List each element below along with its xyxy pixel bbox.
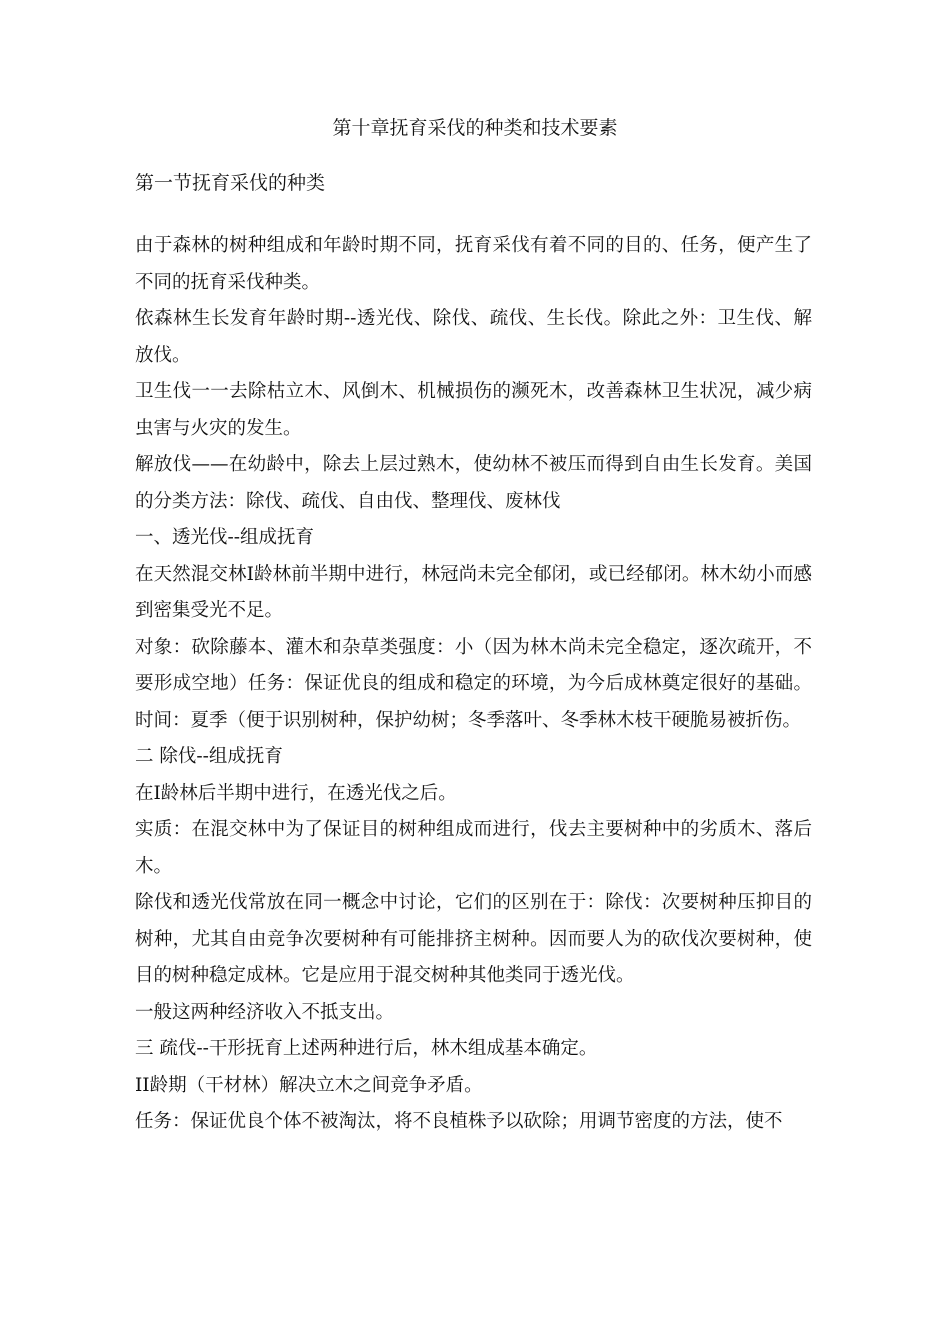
paragraph: 任务：保证优良个体不被淘汰，将不良植株予以砍除；用调节密度的方法，使不 [135,1111,783,1132]
subheading: 三 疏伐--干形抚育上述两种进行后，林木组成基本确定。 [135,1038,598,1059]
document-body [135,228,812,1141]
paragraph: II龄期（干材林）解决立木之间竞争矛盾。 [135,1074,483,1096]
paragraph: 在Ⅰ龄林后半期中进行，在透光伐之后。 [135,782,457,804]
subheading: 一、透光伐--组成抚育 [135,527,315,548]
paragraph: 除伐和透光伐常放在同一概念中讨论，它们的区别在于：除伐：次要树种压抑目的树种，尤其自由竞争次要树种有可能排挤主树种。因而要人为的砍伐次要树种，使目的树种稳定成林。它是应用于混交树种其他类同于透光伐。 [135,892,812,986]
subheading: 二 除伐--组成抚育 [135,746,283,767]
paragraph: 解放伐——在幼龄中，除去上层过熟木，使幼林不被压而得到自由生长发育。美国的分类方法：除伐、疏伐、自由伐、整理伐、废林伐 [135,454,812,512]
paragraph: 实质：在混交林中为了保证目的树种组成而进行，伐去主要树种中的劣质木、落后木。 [135,819,812,877]
paragraph: 卫生伐一一去除枯立木、风倒木、机械损伤的濒死木，改善森林卫生状况，减少病虫害与火灾的发生。 [135,381,812,439]
paragraph: 对象：砍除藤本、灌木和杂草类强度：小（因为林木尚未完全稳定，逐次疏开，不要形成空地）任务：保证优良的组成和稳定的环境，为今后成林奠定很好的基础。时间：夏季（便于识别树种，保护幼树；冬季落叶、冬季林木枝干硬脆易被折伤。 [135,636,812,731]
paragraph: 在天然混交林Ⅰ龄林前半期中进行，林冠尚未完全郁闭，或已经郁闭。林木幼小而感到密集受光不足。 [135,563,812,621]
chapter-title: 第十章抚育采伐的种类和技术要素 [332,117,618,139]
paragraph: 依森林生长发育年龄时期--透光伐、除伐、疏伐、生长伐。除此之外：卫生伐、解放伐。 [135,308,812,366]
section-heading: 第一节抚育采伐的种类 [135,172,326,194]
paragraph: 一般这两种经济收入不抵支出。 [135,1001,395,1023]
paragraph: 由于森林的树种组成和年龄时期不同，抚育采伐有着不同的目的、任务，便产生了不同的抚育采伐种类。 [135,235,812,293]
